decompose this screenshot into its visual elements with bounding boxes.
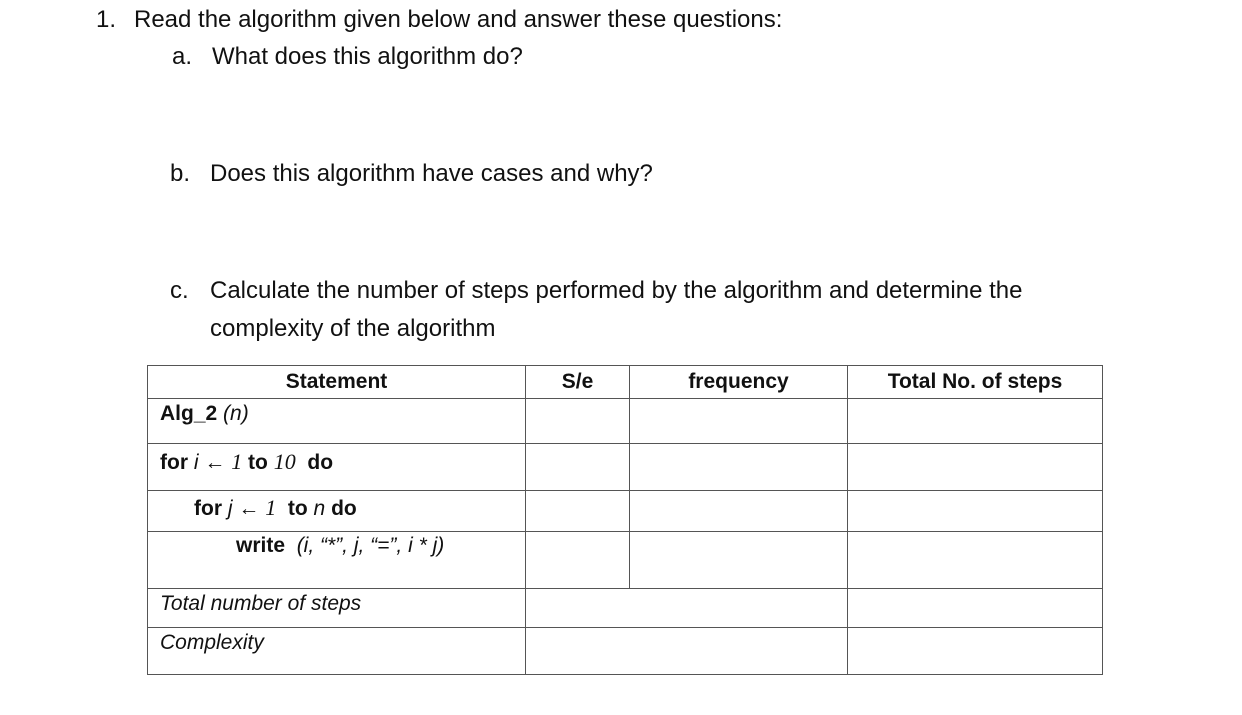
table-row (148, 491, 1103, 532)
complexity-total-cell[interactable] (848, 628, 1103, 675)
sub-question-text: What does this algorithm do? (212, 43, 523, 70)
sub-question-text-line2: complexity of the algorithm (210, 315, 496, 342)
question-1 (96, 4, 782, 36)
total-steps-cell[interactable] (848, 399, 1103, 444)
complexity-label: Complexity (160, 631, 264, 654)
statement-cell (148, 444, 526, 491)
total-steps-label: Total number of steps (160, 592, 362, 615)
inner-loop-statement: for j ← 1 to n do (194, 495, 357, 520)
step-count-table (147, 365, 1103, 675)
outer-loop-statement: for i ← 1 to 10 do (160, 449, 334, 474)
se-cell[interactable] (526, 491, 630, 532)
table-row (148, 532, 1103, 589)
se-cell[interactable] (526, 444, 630, 491)
statement-cell (148, 589, 526, 628)
frequency-cell[interactable] (630, 532, 848, 589)
complexity-answer-cell[interactable] (526, 628, 848, 675)
alg-header-statement: Alg_2 (n) (160, 402, 249, 425)
total-steps-answer-cell[interactable] (526, 589, 848, 628)
table-row (148, 399, 1103, 444)
sub-question-letter: a. (172, 43, 193, 70)
statement-cell (148, 628, 526, 675)
frequency-cell[interactable] (630, 399, 848, 444)
sub-question-text-line1: Calculate the number of steps performed by the algorithm and determine the (210, 277, 1023, 304)
sub-question-a (172, 38, 523, 76)
sub-question-letter: b. (170, 160, 191, 187)
statement-cell (148, 491, 526, 532)
se-cell[interactable] (526, 399, 630, 444)
header-total-steps: Total No. of steps (848, 366, 1103, 399)
header-se: S/e (526, 366, 630, 399)
question-number: 1. (96, 6, 117, 33)
statement-cell (148, 399, 526, 444)
frequency-cell[interactable] (630, 444, 848, 491)
sub-question-text: Does this algorithm have cases and why? (210, 160, 653, 187)
frequency-cell[interactable] (630, 491, 848, 532)
sub-question-letter: c. (170, 277, 189, 304)
total-steps-cell[interactable] (848, 491, 1103, 532)
total-steps-cell[interactable] (848, 444, 1103, 491)
total-steps-cell[interactable] (848, 589, 1103, 628)
table-row (148, 444, 1103, 491)
sub-question-c (170, 272, 1022, 348)
table-row (148, 589, 1103, 628)
total-steps-cell[interactable] (848, 532, 1103, 589)
statement-cell (148, 532, 526, 589)
question-text: Read the algorithm given below and answer these questions: (134, 6, 783, 33)
se-cell[interactable] (526, 532, 630, 589)
table-row (148, 628, 1103, 675)
header-statement: Statement (148, 366, 526, 399)
sub-question-b (170, 155, 653, 193)
table-header-row (148, 366, 1103, 399)
write-statement: write (i, “*”, j, “=”, i * j) (236, 534, 445, 557)
header-frequency: frequency (630, 366, 848, 399)
